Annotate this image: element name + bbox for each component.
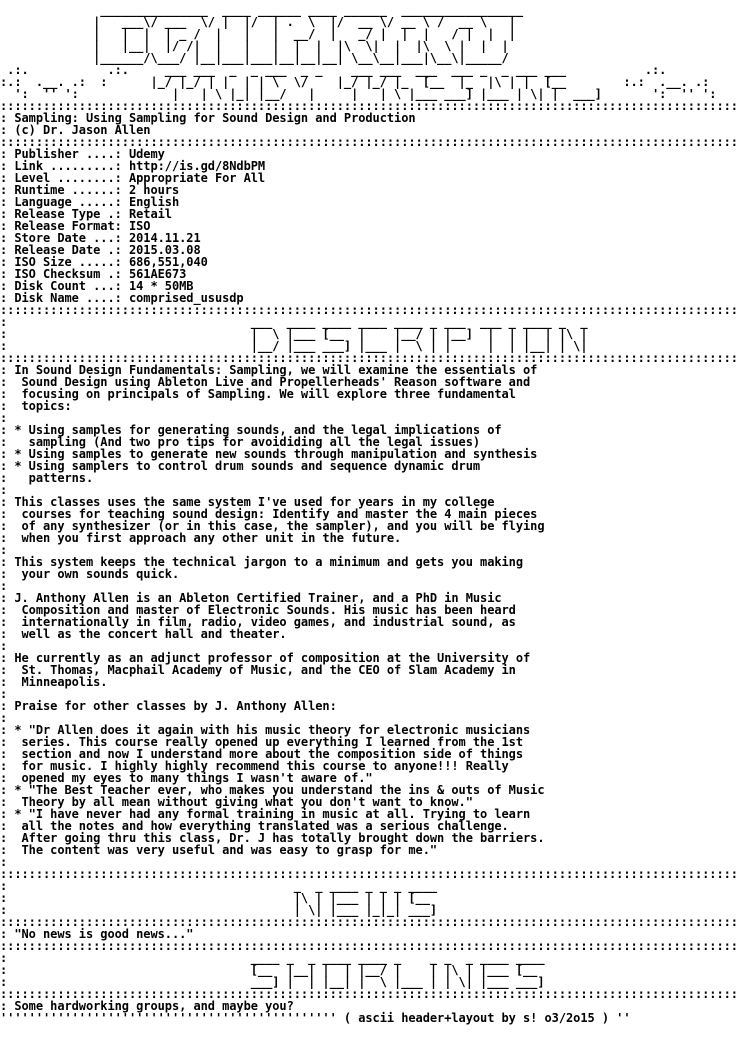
nfo-line: : * "The Best Teacher ever, who makes you understand the ins & outs of Music — [0, 783, 545, 797]
nfo-line: : |\ | |___ | | | [__ — [0, 891, 430, 905]
nfo-line: : He currently as an adjunct professor of composition at the University of — [0, 651, 531, 665]
nfo-line: : St. Thomas, Macphail Academy of Music, and the CEO of Slam Academy in — [0, 663, 516, 677]
nfo-line: : Theory by all mean without giving what you don't want to know." — [0, 795, 473, 809]
nfo-line: : This system keeps the technical jargon to a minimum and gets you making — [0, 555, 524, 569]
nfo-line: ::::::::::::::::::::::::::::::::::::::::::::::::::::::::::::::::::::::::::::::::::::::::::::::::::::::: — [0, 351, 738, 365]
nfo-line: : Release Format: ISO — [0, 219, 151, 233]
nfo-line: : Sampling: Using Sampling for Sound Design and Production — [0, 111, 416, 125]
nfo-line: : Minneapolis. — [0, 675, 108, 689]
nfo-line: : Link .........: http://is.gd/8NdbPM — [0, 159, 266, 173]
nfo-line: : Praise for other classes by J. Anthony Allen: — [0, 699, 337, 713]
nfo-line: .:. .:. ___ ___ _ _ ___ _ _ ___ ___ ___ ___ _ _ ___ ___ .:. — [0, 63, 667, 77]
nfo-line: : Store Date ...: 2014.11.21 — [0, 231, 201, 245]
nfo-line: : * Using samplers to control drum sounds and sequence dynamic drum — [0, 459, 481, 473]
nfo-line: : Level ........: Appropriate For All — [0, 171, 266, 185]
nfo-line: ::::::::::::::::::::::::::::::::::::::::::::::::::::::::::::::::::::::::::::::::::::::::::::::::::::::: — [0, 939, 738, 953]
nfo-line: : ____ _ _ ____ ____ _ _ _ _ ____ ____ — [0, 951, 545, 965]
nfo-line: : "No news is good news..." — [0, 927, 194, 941]
nfo-line: | | | | _ / | | | __/ | _/ | | | / | | | — [0, 27, 516, 41]
nfo-line: | |__| |/ /| | | | | | |\ \| | |\ \ | | | — [0, 39, 509, 53]
nfo-line: ::::::::::::::::::::::::::::::::::::::::::::::::::::::::::::::::::::::::::::::::::::::::::::::::::::::: — [0, 135, 738, 149]
nfo-line: : * Using samples for generating sounds, and the legal implications of — [0, 423, 502, 437]
nfo-line: : Composition and master of Electronic Sounds. His music has been heard — [0, 603, 516, 617]
nfo-line: : opened my eyes to many things I wasn't aware of." — [0, 771, 373, 785]
nfo-line: : patterns. — [0, 471, 94, 485]
nfo-line: : sampling (And two pro tips for avoididing all the legal issues) — [0, 435, 481, 449]
nfo-line: : — [0, 543, 8, 557]
nfo-line: : — [0, 687, 8, 701]
nfo-line: : _ _ ____ _ _ _ ____ — [0, 879, 438, 893]
nfo-line: : Release Date .: 2015.03.08 — [0, 243, 201, 257]
nfo-line: : — [0, 411, 8, 425]
nfo-line: : Runtime ......: 2 hours — [0, 183, 180, 197]
nfo-line: : * Using samples to generate new sounds through manipulation and synthesis — [0, 447, 538, 461]
nfo-line: : ISO Size .....: 686,551,040 — [0, 255, 208, 269]
nfo-line: ''''''''''''''''''''''''''''''''''''''''''''''' ( ascii header+layout by s! o3/2o15 ) '' — [0, 1011, 631, 1025]
nfo-line: : * "I have never had any formal training in music at all. Trying to learn — [0, 807, 531, 821]
nfo-line: : ___] | | |__| | \ |___ | | \| |___ ___] — [0, 975, 545, 989]
nfo-line: : — [0, 639, 8, 653]
nfo-line: : Disk Count ...: 14 * 50MB — [0, 279, 194, 293]
nfo-line: : Release Type .: Retail — [0, 207, 172, 221]
nfo-line: : Language .....: English — [0, 195, 180, 209]
nfo-line: : when you first approach any other unit in the future. — [0, 531, 402, 545]
nfo-line: : — [0, 711, 8, 725]
nfo-line: : your own sounds quick. — [0, 567, 180, 581]
nfo-line: : all the notes and how everything translated was a serious challenge. — [0, 819, 509, 833]
nfo-line: | ___\/ ___ \/ | |/ | . \ |/ __ \/ __ \ / __ \ | — [0, 15, 516, 29]
nfo-line: : ___ ____ ____ ____ ____ _ ___ ___ _ ____ _ _ — [0, 315, 588, 329]
nfo-line: : internationally in film, radio, video games, and industrial sound, as — [0, 615, 516, 629]
nfo-line: : — [0, 855, 8, 869]
nfo-line: : [__ |__| | | |__/ | | |\ | |___ [__ — [0, 963, 538, 977]
nfo-line: ::::::::::::::::::::::::::::::::::::::::::::::::::::::::::::::::::::::::::::::::::::::::::::::::::::::: — [0, 915, 738, 929]
nfo-line: ::::::::::::::::::::::::::::::::::::::::::::::::::::::::::::::::::::::::::::::::::::::::::::::::::::::: — [0, 987, 738, 1001]
nfo-line: : | \ |___ [__ | |__/ | |__] | | | | |\ | — [0, 327, 588, 341]
nfo-line: : well as the concert hall and theater. — [0, 627, 287, 641]
nfo-line: :.: .__. .: : |_/ |_/ | | | | \ \/ |_/ |_/ |_ [__ |_ |\ | | [__ :.: .__. .: — [0, 75, 710, 89]
nfo-line: _______________ ____ ______ ____ ______ _________________ — [0, 3, 524, 17]
nfo-line: : J. Anthony Allen is an Ableton Certified Trainer, and a PhD in Music — [0, 591, 502, 605]
nfo-line: : Disk Name ....: comprised_ususdp — [0, 291, 244, 305]
nfo-line: : This classes uses the same system I've used for years in my college — [0, 495, 495, 509]
nfo-line: : After going thru this class, Dr. J has totally brought down the barriers. — [0, 831, 545, 845]
nfo-line: : Publisher ....: Udemy — [0, 147, 165, 161]
nfo-line: : ISO Checksum .: 561AE673 — [0, 267, 187, 281]
nfo-line: : focusing on principals of Sampling. We will explore three fundamental — [0, 387, 516, 401]
nfo-line: ::::::::::::::::::::::::::::::::::::::::::::::::::::::::::::::::::::::::::::::::::::::::::::::::::::::: — [0, 867, 738, 881]
nfo-line: : — [0, 483, 8, 497]
nfo-line: : In Sound Design Fundamentals: Sampling, we will examine the essentials of — [0, 363, 538, 377]
nfo-line: : courses for teaching sound design: Identify and master the 4 main pieces — [0, 507, 538, 521]
nfo-line: : |__/ |___ ___] |___ | \ | | | | |__| | \| — [0, 339, 588, 353]
nfo-line: : — [0, 579, 8, 593]
nfo-line: : topics: — [0, 399, 72, 413]
nfo-line: : | \| |___ |_|_| ___] — [0, 903, 438, 917]
nfo-line: ::::::::::::::::::::::::::::::::::::::::::::::::::::::::::::::::::::::::::::::::::::::::::::::::::::::: — [0, 303, 738, 317]
nfo-line: : * "Dr Allen does it again with his music theory for electronic musicians — [0, 723, 531, 737]
nfo-line: : Sound Design using Ableton Live and Propellerheads' Reason software and — [0, 375, 531, 389]
nfo-line: : (c) Dr. Jason Allen — [0, 123, 151, 137]
nfo-line: : for music. I highly highly recommend this course to anyone!!! Really — [0, 759, 509, 773]
nfo-line: : Some hardworking groups, and maybe you? — [0, 999, 294, 1013]
nfo-line: |______/\___/ |__|___|___|__|__|__| \__\__|___|\__\|_____/ — [0, 51, 509, 65]
nfo-line: ::::::::::::::::::::::::::::::::::::::::::::::::::::::::::::::::::::::::::::::::::::::::::::::::::::::: — [0, 99, 738, 113]
nfo-line: : section and now I understand more about the composition side of things — [0, 747, 524, 761]
nfo-line: : of any synthesizer (or in this case, the sampler), and you will be flying — [0, 519, 545, 533]
nfo-line: ': '' ': | | \ |_| |__/ | | | \ |___ ___] |___ | \| | ___] ': '' ': — [0, 87, 717, 101]
nfo-line: : series. This course really opened up everything I learned from the 1st — [0, 735, 524, 749]
nfo-text-block — [0, 4, 738, 1024]
nfo-line: : The content was very useful and was easy to grasp for me." — [0, 843, 438, 857]
